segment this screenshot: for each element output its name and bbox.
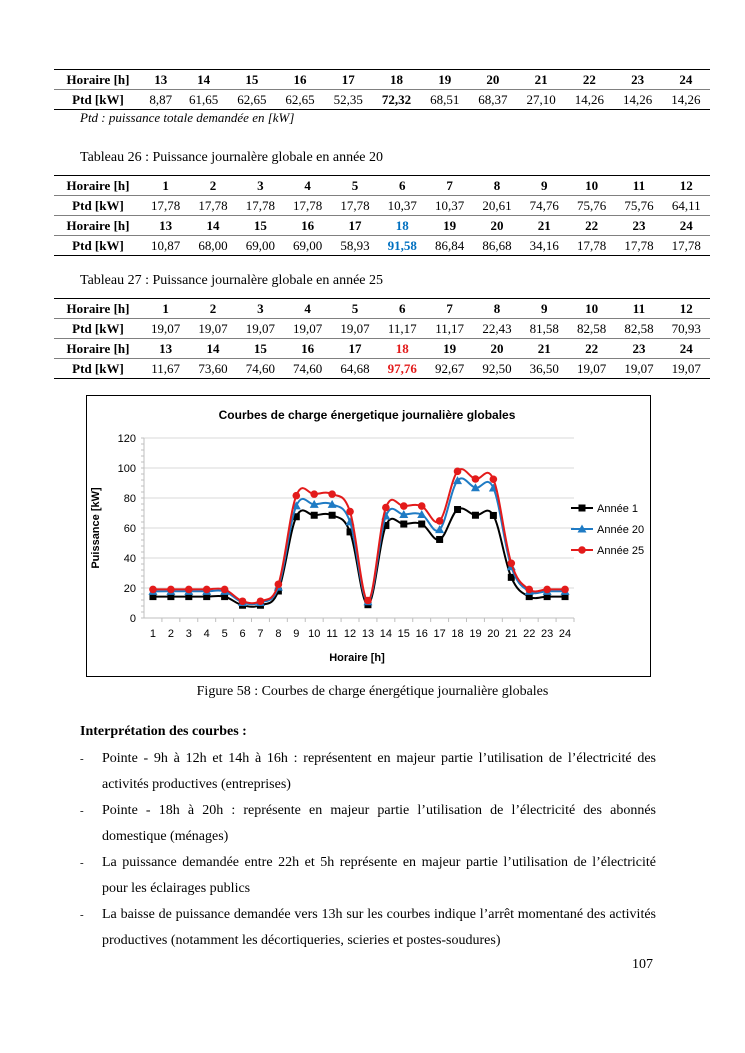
header-label: Horaire [h] [54,299,142,319]
bullet-item [80,798,656,850]
hour-cell: 4 [284,176,331,196]
hour-cell: 16 [284,339,331,359]
row-label: Ptd [kW] [54,359,142,379]
table27-caption: Tableau 27 : Puissance journalère globale en année 25 [80,273,384,288]
x-tick-label: 18 [451,628,464,640]
legend-marker [579,505,586,512]
value-cell: 17,78 [615,236,662,256]
hour-cell: 3 [237,176,284,196]
data-point [292,492,300,500]
data-point [221,586,229,594]
row-label: Ptd [kW] [54,90,142,110]
table27 [54,298,710,379]
data-point [454,468,462,476]
x-tick-label: 12 [343,628,357,640]
data-point [490,512,497,519]
data-point [436,536,443,543]
figure-caption: Figure 58 : Courbes de charge énergétique journalière globales [196,684,549,699]
value-cell: 17,78 [237,196,284,216]
row-label: Ptd [kW] [54,319,142,339]
table-row-hours [54,70,710,90]
data-point [257,597,265,605]
hour-cell: 5 [331,176,378,196]
hour-cell: 12 [663,176,710,196]
value-cell: 17,78 [568,236,615,256]
value-cell: 92,50 [473,359,520,379]
hour-cell: 20 [473,339,520,359]
hour-cell: 16 [276,70,324,90]
table-row-hours [54,176,710,196]
hour-cell: 21 [521,339,568,359]
table-note: Ptd : puissance totale demandée en [kW] [80,110,295,125]
data-point [472,475,480,483]
header-label: Horaire [h] [54,176,142,196]
bullet-text: La puissance demandée entre 22h et 5h représente en majeur partie l’utilisation de l’électricité pour les éclairages publics [102,855,656,896]
value-cell: 82,58 [568,319,615,339]
hour-cell: 3 [237,299,284,319]
x-tick-label: 21 [505,628,518,640]
hour-cell: 2 [189,299,236,319]
bullet-dash: - [80,909,84,921]
x-tick-label: 6 [239,628,246,640]
hour-cell: 12 [663,299,710,319]
value-cell: 11,17 [379,319,426,339]
x-tick-label: 14 [379,628,392,640]
data-point [149,586,157,594]
y-tick-label: 120 [117,433,136,445]
peak-value-cell: 72,32 [372,90,420,110]
y-tick-label: 40 [123,553,136,565]
data-point [167,586,175,594]
series-line-2 [153,478,565,604]
hour-cell: 23 [615,216,662,236]
data-point [543,586,551,594]
hour-cell: 19 [421,70,469,90]
hour-cell: 15 [237,339,284,359]
bullet-item [80,746,656,798]
hour-cell: 8 [473,299,520,319]
hour-cell: 5 [331,299,378,319]
bullet-item [80,902,656,954]
hour-cell: 22 [565,70,613,90]
hour-cell: 19 [426,339,473,359]
value-cell: 27,10 [517,90,565,110]
y-tick-label: 80 [123,493,136,505]
value-cell: 10,37 [426,196,473,216]
value-cell: 19,07 [237,319,284,339]
data-point [329,512,336,519]
hour-cell: 10 [568,299,615,319]
hour-cell: 13 [142,216,189,236]
value-cell: 58,93 [331,236,378,256]
data-point [311,512,318,519]
hour-cell: 23 [613,70,661,90]
x-tick-label: 5 [221,628,228,640]
page-number: 107 [632,957,653,972]
legend-label: Année 1 [597,503,638,515]
hour-cell: 11 [615,176,662,196]
peak-hour-cell: 18 [379,216,426,236]
hour-cell: 21 [517,70,565,90]
y-tick-label: 60 [123,523,136,535]
value-cell: 74,76 [521,196,568,216]
row-label: Ptd [kW] [54,236,142,256]
value-cell: 19,07 [284,319,331,339]
x-tick-label: 2 [167,628,174,640]
value-cell: 68,51 [421,90,469,110]
value-cell: 19,07 [331,319,378,339]
value-cell: 19,07 [663,359,710,379]
legend-label: Année 25 [597,545,645,557]
hour-cell: 17 [324,70,372,90]
value-cell: 11,17 [426,319,473,339]
value-cell: 62,65 [228,90,276,110]
hour-cell: 20 [469,70,517,90]
hour-cell: 19 [426,216,473,236]
value-cell: 22,43 [473,319,520,339]
hour-cell: 23 [615,339,662,359]
x-tick-label: 3 [185,628,192,640]
value-cell: 62,65 [276,90,324,110]
bullet-text: Pointe - 9h à 12h et 14h à 16h : représentent en majeur partie l’utilisation de l’électricité des activités productives (entreprises) [102,751,656,792]
x-tick-label: 16 [415,628,428,640]
header-label: Horaire [h] [54,70,142,90]
value-cell: 68,00 [189,236,236,256]
value-cell: 61,65 [180,90,228,110]
hour-cell: 20 [473,216,520,236]
data-point [490,475,498,483]
x-tick-label: 7 [257,628,264,640]
hour-cell: 6 [379,299,426,319]
value-cell: 69,00 [284,236,331,256]
hour-cell: 11 [615,299,662,319]
hour-cell: 13 [142,70,180,90]
hour-cell: 16 [284,216,331,236]
x-tick-label: 9 [293,628,300,640]
hour-cell: 9 [521,176,568,196]
data-point [310,490,318,498]
value-cell: 36,50 [521,359,568,379]
table26 [54,175,710,256]
data-point [436,517,444,525]
hour-cell: 7 [426,176,473,196]
table-row-hours [54,339,710,359]
hour-cell: 10 [568,176,615,196]
series-line-3 [153,469,565,603]
table-row-values [54,359,710,379]
x-tick-label: 4 [203,628,210,640]
value-cell: 14,26 [565,90,613,110]
value-cell: 92,67 [426,359,473,379]
value-cell: 64,68 [331,359,378,379]
y-tick-label: 0 [129,613,136,625]
hour-cell: 22 [568,339,615,359]
value-cell: 17,78 [189,196,236,216]
bullet-dash: - [80,805,84,817]
x-tick-label: 23 [541,628,554,640]
data-point [454,506,461,513]
hour-cell: 15 [228,70,276,90]
data-point [185,586,193,594]
data-point [418,502,426,510]
data-point [400,521,407,528]
hour-cell: 22 [568,216,615,236]
hour-cell: 17 [331,339,378,359]
hour-cell: 13 [142,339,189,359]
value-cell: 14,26 [613,90,661,110]
table26-caption: Tableau 26 : Puissance journalère globale en année 20 [80,150,384,165]
data-point [328,490,336,498]
data-point [364,597,372,605]
data-point [561,586,569,594]
hour-cell: 24 [662,70,710,90]
hour-cell: 17 [331,216,378,236]
table-row-values [54,236,710,256]
value-cell: 17,78 [663,236,710,256]
value-cell: 10,87 [142,236,189,256]
hour-cell: 24 [663,339,710,359]
hour-cell: 24 [663,216,710,236]
value-cell: 19,07 [189,319,236,339]
data-point [418,521,425,528]
value-cell: 8,87 [142,90,180,110]
bullet-dash: - [80,857,84,869]
peak-hour-cell: 18 [379,339,426,359]
data-point [239,597,247,605]
value-cell: 17,78 [331,196,378,216]
hour-cell: 9 [521,299,568,319]
value-cell: 73,60 [189,359,236,379]
data-point [346,508,354,516]
table-row-values [54,196,710,216]
value-cell: 86,68 [473,236,520,256]
x-tick-label: 10 [308,628,321,640]
x-tick-label: 1 [149,628,157,640]
value-cell: 86,84 [426,236,473,256]
legend-marker [578,546,586,554]
value-cell: 14,26 [662,90,710,110]
value-cell: 20,61 [473,196,520,216]
chart-title: Courbes de charge énergetique journalière globales [218,408,516,422]
value-cell: 34,16 [521,236,568,256]
value-cell: 10,37 [379,196,426,216]
hour-cell: 1 [142,299,189,319]
hour-cell: 8 [473,176,520,196]
data-point [275,581,283,589]
hour-cell: 1 [142,176,189,196]
value-cell: 17,78 [284,196,331,216]
hour-cell: 2 [189,176,236,196]
value-cell: 75,76 [568,196,615,216]
value-cell: 70,93 [663,319,710,339]
x-tick-label: 20 [487,628,500,640]
data-point [507,559,515,567]
x-tick-label: 15 [397,628,410,640]
value-cell: 74,60 [284,359,331,379]
hour-cell: 18 [372,70,420,90]
bullet-text: La baisse de puissance demandée vers 13h sur les courbes indique l’arrêt momentané des activités productives (notamment les décortiqueries, scieries et postes-soudures) [102,907,656,948]
x-tick-label: 24 [558,628,572,640]
value-cell: 82,58 [615,319,662,339]
hour-cell: 14 [180,70,228,90]
value-cell: 52,35 [324,90,372,110]
hour-cell: 6 [379,176,426,196]
x-tick-label: 22 [523,628,536,640]
value-cell: 75,76 [615,196,662,216]
chart-legend [571,503,644,557]
value-cell: 19,07 [615,359,662,379]
data-point [472,512,479,519]
header-label: Horaire [h] [54,216,142,236]
data-point [400,502,408,510]
line-chart [87,396,650,676]
hour-cell: 14 [189,339,236,359]
hour-cell: 14 [189,216,236,236]
value-cell: 68,37 [469,90,517,110]
y-tick-label: 20 [123,583,136,595]
x-tick-label: 8 [275,628,282,640]
value-cell: 19,07 [568,359,615,379]
data-point [203,586,211,594]
hour-cell: 15 [237,216,284,236]
interpretation-title: Interprétation des courbes : [80,724,247,739]
data-point [525,586,533,594]
table-row-hours [54,216,710,236]
x-tick-label: 13 [361,628,375,640]
legend-label: Année 20 [597,524,645,536]
data-point [382,504,390,512]
y-axis-label: Puissance [kW] [90,487,102,569]
value-cell: 19,07 [142,319,189,339]
value-cell: 64,11 [663,196,710,216]
x-tick-label: 17 [433,628,446,640]
y-tick-label: 100 [117,463,136,475]
value-cell: 69,00 [237,236,284,256]
x-axis-label: Horaire [h] [329,652,385,664]
hour-cell: 21 [521,216,568,236]
value-cell: 81,58 [521,319,568,339]
peak-value-cell: 97,76 [379,359,426,379]
value-cell: 17,78 [142,196,189,216]
x-tick-label: 11 [326,628,338,640]
header-label: Horaire [h] [54,339,142,359]
row-label: Ptd [kW] [54,196,142,216]
bullet-text: Pointe - 18h à 20h : représente en majeur partie l’utilisation de l’électricité des abonnés domestique (ménages) [102,803,656,844]
value-cell: 74,60 [237,359,284,379]
table-row-hours [54,299,710,319]
chart-frame [86,395,651,677]
hour-cell: 4 [284,299,331,319]
table-row-values [54,90,710,110]
bullet-dash: - [80,753,84,765]
hour-cell: 7 [426,299,473,319]
table-year1-partial [54,69,710,110]
value-cell: 11,67 [142,359,189,379]
bullet-item [80,850,656,902]
peak-value-cell: 91,58 [379,236,426,256]
table-row-values [54,319,710,339]
x-tick-label: 19 [469,628,482,640]
